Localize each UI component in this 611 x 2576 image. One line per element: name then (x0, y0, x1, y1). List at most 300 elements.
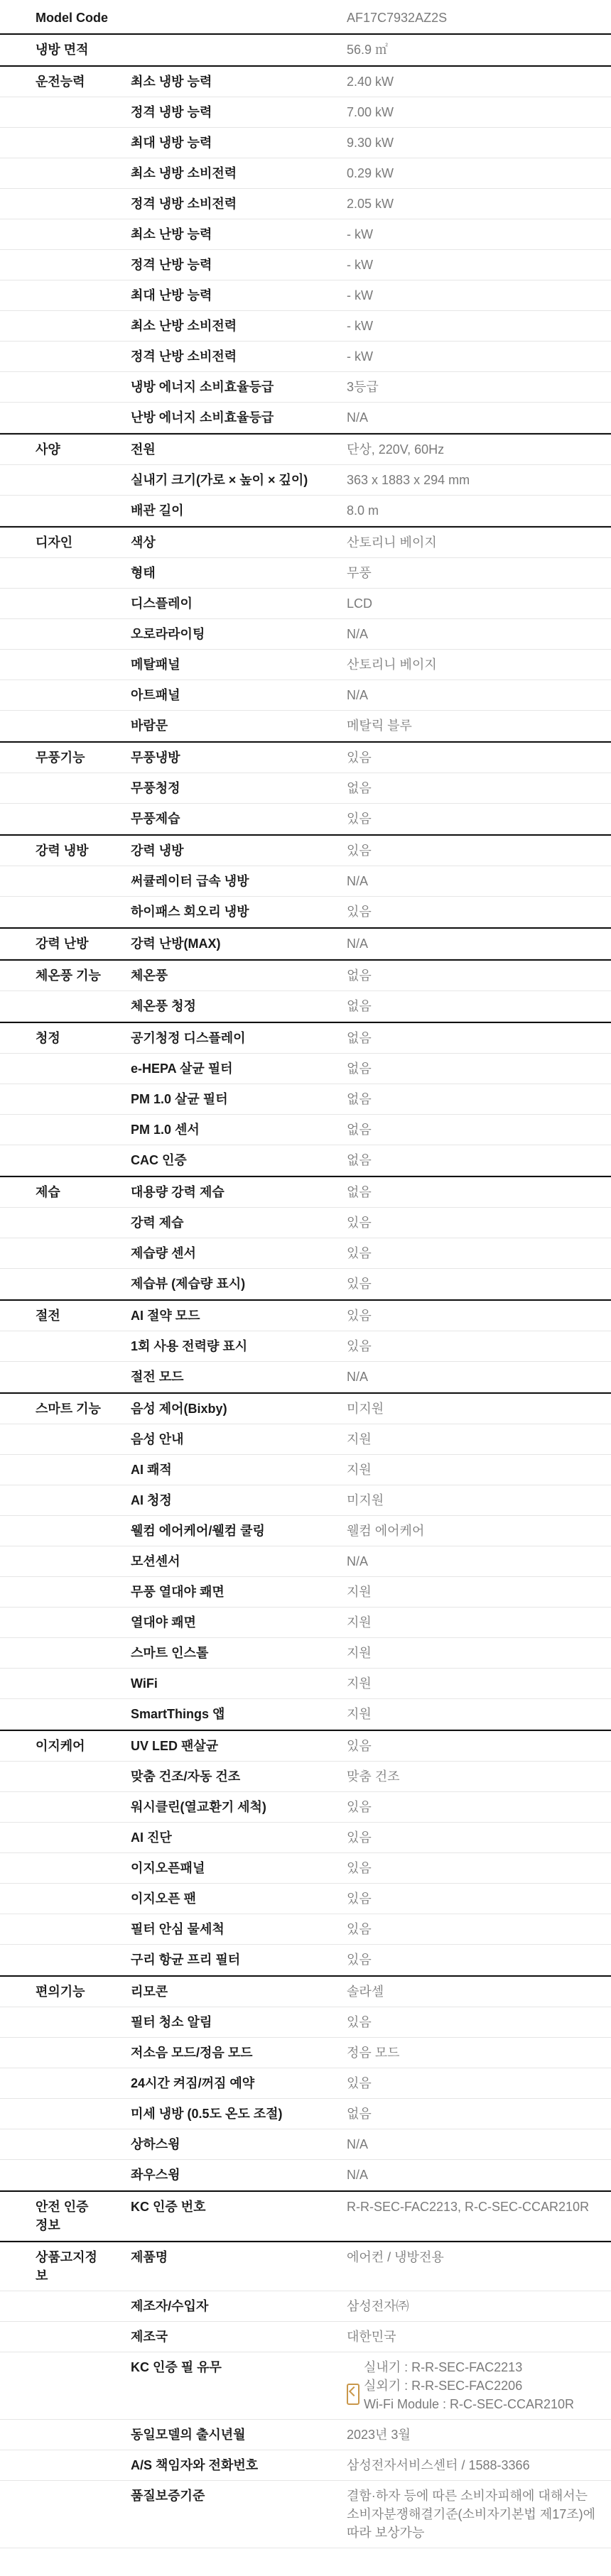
section-category (0, 1424, 104, 1436)
spec-row (0, 2241, 611, 2291)
spec-row (0, 1608, 611, 1638)
spec-value: - kW (347, 258, 373, 272)
section-category (0, 2420, 104, 2431)
spec-label: 음성 제어(Bixby) (131, 1402, 227, 1416)
section-category (0, 250, 104, 261)
spec-row (0, 1762, 611, 1792)
spec-value: 2.40 kW (347, 75, 394, 89)
section-category: 안전 인증 정보 (36, 2200, 89, 2232)
section-category (0, 1608, 104, 1619)
section-category (0, 97, 104, 109)
spec-row (0, 1238, 611, 1269)
section-category: 체온풍 기능 (36, 968, 101, 983)
spec-value: 대한민국 (347, 2330, 396, 2344)
spec-value: 에어컨 / 냉방전용 (347, 2250, 444, 2264)
spec-label: 24시간 켜짐/꺼짐 예약 (131, 2076, 255, 2090)
spec-sections (0, 65, 611, 2241)
spec-label: 강력 냉방 (131, 844, 184, 858)
spec-value: N/A (347, 2137, 369, 2151)
spec-row (0, 2322, 611, 2352)
spec-row (0, 2068, 611, 2099)
spec-row (0, 773, 611, 804)
spec-label: 제조국 (131, 2330, 168, 2344)
spec-label: 색상 (131, 535, 156, 550)
section-category (0, 680, 104, 692)
spec-row (0, 1975, 611, 2007)
spec-row (0, 372, 611, 403)
spec-label: 구리 항균 프리 필터 (131, 1953, 241, 1967)
section-category (0, 1638, 104, 1649)
spec-label: 1회 사용 전력량 표시 (131, 1339, 248, 1353)
spec-row (0, 2007, 611, 2038)
spec-value: 지원 (347, 1463, 372, 1477)
spec-label: 공기청정 디스플레이 (131, 1031, 246, 1045)
kc-mark-value (335, 2352, 611, 2419)
spec-row (0, 619, 611, 650)
spec-label: 제습뷰 (제습량 표시) (131, 1277, 246, 1291)
spec-value: N/A (347, 937, 369, 951)
section-category (0, 1823, 104, 1834)
spec-row (0, 189, 611, 219)
section-category (0, 2352, 104, 2364)
spec-label: 동일모델의 출시년월 (131, 2428, 246, 2442)
section-category (0, 2068, 104, 2080)
spec-value: 363 x 1883 x 294 mm (347, 473, 470, 487)
spec-value: 2.05 kW (347, 197, 394, 211)
section-category (0, 558, 104, 569)
spec-value: R-R-SEC-FAC2213, R-C-SEC-CCAR210R (347, 2200, 590, 2214)
spec-label: 이지오픈 팬 (131, 1892, 196, 1906)
spec-row (0, 280, 611, 311)
section-category (0, 650, 104, 661)
section-category (0, 311, 104, 322)
section-category (0, 619, 104, 631)
section-category (0, 1669, 104, 1680)
spec-value: 있음 (347, 812, 372, 826)
spec-label: 강력 난방(MAX) (131, 937, 221, 951)
spec-value: 0.29 kW (347, 166, 394, 180)
spec-row (0, 1945, 611, 1975)
spec-row (0, 2420, 611, 2450)
spec-label: 좌우스윙 (131, 2168, 180, 2182)
spec-row (0, 1424, 611, 1455)
spec-label: 무풍 열대야 쾌면 (131, 1585, 225, 1599)
section-category (0, 1914, 104, 1926)
spec-label: 최소 난방 소비전력 (131, 319, 237, 333)
spec-label: 리모콘 (131, 1985, 168, 1999)
spec-label: 오로라라이팅 (131, 627, 205, 641)
spec-label: 정격 난방 능력 (131, 258, 212, 272)
spec-label: 제조자/수입자 (131, 2299, 209, 2313)
spec-row (0, 1392, 611, 1424)
spec-row (0, 897, 611, 927)
spec-row (0, 1299, 611, 1331)
spec-row (0, 1054, 611, 1084)
spec-label: 품질보증기준 (131, 2489, 205, 2503)
spec-row (0, 1638, 611, 1669)
spec-label: A/S 책임자와 전화번호 (131, 2458, 259, 2472)
spec-row (0, 1455, 611, 1485)
kc-mark-label: KC 인증 필 유무 (131, 2360, 222, 2374)
spec-value: 정음 모드 (347, 2046, 400, 2060)
spec-value: 단상, 220V, 60Hz (347, 442, 445, 457)
kc-mark-row (0, 2352, 611, 2420)
spec-value: 있음 (347, 2015, 372, 2029)
spec-value: 있음 (347, 1277, 372, 1291)
spec-label: SmartThings 앱 (131, 1707, 225, 1721)
spec-value: - kW (347, 349, 373, 364)
spec-value: 있음 (347, 751, 372, 765)
spec-value: 없음 (347, 1185, 372, 1199)
spec-row (0, 1022, 611, 1054)
spec-value: 없음 (347, 1123, 372, 1137)
section-category (0, 158, 104, 170)
section-category (0, 342, 104, 353)
spec-label: WiFi (131, 1676, 158, 1691)
spec-row (0, 650, 611, 680)
spec-row (0, 2160, 611, 2190)
section-category (0, 773, 104, 785)
spec-value: 있음 (347, 844, 372, 858)
spec-label: 무풍청정 (131, 781, 180, 795)
spec-value: 있음 (347, 1922, 372, 1936)
area-value: 56.9 ㎡ (347, 43, 389, 57)
spec-row (0, 1730, 611, 1762)
section-category (0, 1485, 104, 1497)
spec-value: 있음 (347, 1246, 372, 1260)
spec-label: 강력 제습 (131, 1216, 184, 1230)
spec-label: 무풍제습 (131, 812, 180, 826)
spec-row (0, 1853, 611, 1884)
spec-label: AI 청정 (131, 1493, 172, 1507)
spec-row (0, 1269, 611, 1299)
spec-row (0, 219, 611, 250)
spec-value: 지원 (347, 1676, 372, 1691)
spec-label: 체온풍 청정 (131, 999, 196, 1013)
section-category (0, 280, 104, 292)
spec-value: 산토리니 베이지 (347, 657, 437, 672)
spec-value: 있음 (347, 1216, 372, 1230)
spec-value: 지원 (347, 1646, 372, 1660)
spec-row (0, 250, 611, 280)
spec-label: 아트패널 (131, 688, 180, 702)
spec-row (0, 128, 611, 158)
spec-value: N/A (347, 627, 369, 641)
spec-label: CAC 인증 (131, 1153, 187, 1167)
spec-value: 삼성전자㈜ (347, 2299, 409, 2313)
model-code-row (0, 3, 611, 33)
section-category: 무풍기능 (36, 751, 85, 765)
spec-row (0, 1884, 611, 1914)
section-category (0, 991, 104, 1003)
spec-label: AI 쾌적 (131, 1463, 172, 1477)
spec-row (0, 403, 611, 433)
spec-value: 미지원 (347, 1493, 384, 1507)
spec-row (0, 991, 611, 1022)
section-category: 디자인 (36, 535, 73, 550)
spec-value: 지원 (347, 1615, 372, 1630)
section-category (0, 866, 104, 878)
spec-row (0, 2481, 611, 2548)
section-category (0, 2291, 104, 2303)
section-category (0, 1054, 104, 1065)
spec-label: 난방 에너지 소비효율등급 (131, 410, 274, 425)
section-category (0, 1362, 104, 1373)
spec-label: KC 인증 번호 (131, 2200, 206, 2214)
spec-label: 하이패스 회오리 냉방 (131, 905, 249, 919)
spec-row (0, 1516, 611, 1546)
spec-label: 메탈패널 (131, 657, 180, 672)
section-category (0, 189, 104, 200)
section-category (0, 2450, 104, 2462)
section-category: 스마트 기능 (36, 1402, 101, 1416)
spec-value: 없음 (347, 781, 372, 795)
spec-row (0, 1362, 611, 1392)
spec-value: 메탈릭 블루 (347, 719, 412, 733)
spec-value: 있음 (347, 1339, 372, 1353)
section-category (0, 804, 104, 815)
section-category (0, 1945, 104, 1956)
spec-row (0, 1823, 611, 1853)
spec-label: 대용량 강력 제습 (131, 1185, 225, 1199)
spec-value: 있음 (347, 1953, 372, 1967)
spec-value: 있음 (347, 905, 372, 919)
spec-row (0, 711, 611, 741)
section-category: 상품고지정보 (36, 2250, 97, 2283)
spec-value: 3등급 (347, 380, 379, 394)
spec-label: 이지오픈패널 (131, 1861, 205, 1875)
spec-row (0, 680, 611, 711)
spec-value: 있음 (347, 1309, 372, 1323)
spec-row (0, 311, 611, 342)
spec-value: 지원 (347, 1585, 372, 1599)
spec-value: 없음 (347, 2107, 372, 2121)
spec-label: 제품명 (131, 2250, 168, 2264)
spec-label: e-HEPA 살균 필터 (131, 1061, 233, 1076)
spec-label: 디스플레이 (131, 596, 193, 611)
spec-value: 있음 (347, 1830, 372, 1845)
section-category (0, 219, 104, 231)
spec-row (0, 158, 611, 189)
spec-value: 맞춤 건조 (347, 1769, 400, 1784)
spec-value: 없음 (347, 1061, 372, 1076)
spec-row (0, 342, 611, 372)
spec-row (0, 1669, 611, 1699)
spec-label: 제습량 센서 (131, 1246, 196, 1260)
section-category (0, 1762, 104, 1773)
section-category (0, 1145, 104, 1157)
spec-value: 있음 (347, 1739, 372, 1753)
spec-label: AI 진단 (131, 1830, 172, 1845)
spec-label: PM 1.0 살균 필터 (131, 1092, 228, 1106)
section-category (0, 2129, 104, 2141)
spec-row (0, 1115, 611, 1145)
spec-value: 8.0 m (347, 503, 379, 518)
spec-value: N/A (347, 410, 369, 425)
spec-value: 없음 (347, 1031, 372, 1045)
spec-value: 7.00 kW (347, 105, 394, 119)
section-category (0, 1546, 104, 1558)
spec-value: 없음 (347, 1092, 372, 1106)
spec-row (0, 866, 611, 897)
spec-value: 있음 (347, 1861, 372, 1875)
section-category (0, 2322, 104, 2333)
spec-row (0, 1699, 611, 1730)
spec-label: 저소음 모드/정음 모드 (131, 2046, 253, 2060)
spec-row (0, 465, 611, 496)
spec-value: 삼성전자서비스센터 / 1588-3366 (347, 2458, 530, 2472)
spec-row (0, 526, 611, 558)
spec-value: N/A (347, 688, 369, 702)
section-category: 제습 (36, 1185, 60, 1199)
spec-label: 필터 안심 물세척 (131, 1922, 225, 1936)
spec-row (0, 834, 611, 866)
spec-value: 미지원 (347, 1402, 384, 1416)
spec-row (0, 2099, 611, 2129)
section-category: 절전 (36, 1309, 60, 1323)
spec-row (0, 1792, 611, 1823)
spec-row (0, 65, 611, 97)
section-category (0, 1115, 104, 1126)
spec-row (0, 1577, 611, 1608)
spec-value: 없음 (347, 968, 372, 983)
spec-label: 스마트 인스톨 (131, 1646, 209, 1660)
kc-mark-icon (347, 2384, 359, 2405)
spec-value: 9.30 kW (347, 136, 394, 150)
spec-row (0, 589, 611, 619)
spec-row (0, 1176, 611, 1208)
kc-cert-line: Wi-Fi Module : R-C-SEC-CCAR210R (364, 2397, 575, 2411)
model-code-label: Model Code (36, 11, 108, 25)
section-category (0, 2038, 104, 2049)
spec-label: 상하스윙 (131, 2137, 180, 2151)
spec-row (0, 1331, 611, 1362)
section-category (0, 2007, 104, 2019)
section-category: 사양 (36, 442, 60, 457)
spec-row (0, 2038, 611, 2068)
section-category: 운전능력 (36, 75, 85, 89)
section-category (0, 897, 104, 908)
spec-row (0, 1546, 611, 1577)
spec-row (0, 1208, 611, 1238)
spec-row (0, 558, 611, 589)
spec-label: 절전 모드 (131, 1370, 184, 1384)
spec-label: 모션센서 (131, 1554, 180, 1568)
spec-value: N/A (347, 874, 369, 888)
section-category (0, 465, 104, 476)
spec-value: 있음 (347, 1800, 372, 1814)
spec-row (0, 1084, 611, 1115)
spec-row (0, 1914, 611, 1945)
spec-value: 지원 (347, 1432, 372, 1446)
spec-value: 없음 (347, 1153, 372, 1167)
spec-label: 최대 냉방 능력 (131, 136, 212, 150)
section-category: 편의기능 (36, 1985, 85, 1999)
kc-cert-lines (364, 2358, 574, 2413)
spec-row (0, 2291, 611, 2322)
spec-row (0, 959, 611, 991)
section-category (0, 1084, 104, 1096)
spec-label: 써큘레이터 급속 냉방 (131, 874, 249, 888)
section-category (0, 403, 104, 414)
spec-value: - kW (347, 319, 373, 333)
spec-value: N/A (347, 2168, 369, 2182)
spec-label: 맞춤 건조/자동 건조 (131, 1769, 241, 1784)
spec-label: UV LED 팬살균 (131, 1739, 219, 1753)
spec-row (0, 2190, 611, 2241)
spec-row (0, 1485, 611, 1516)
spec-value: 산토리니 베이지 (347, 535, 437, 550)
spec-label: 정격 냉방 소비전력 (131, 197, 237, 211)
spec-label: 최소 냉방 소비전력 (131, 166, 237, 180)
section-category (0, 372, 104, 383)
section-category (0, 2160, 104, 2171)
section-category: 이지케어 (36, 1739, 85, 1753)
section-category (0, 1238, 104, 1250)
spec-row (0, 433, 611, 465)
area-row (0, 33, 611, 65)
spec-value: - kW (347, 227, 373, 241)
spec-row (0, 97, 611, 128)
spec-label: 바람문 (131, 719, 168, 733)
area-label: 냉방 면적 (36, 43, 89, 57)
spec-value: LCD (347, 596, 373, 611)
kc-cert-line: 실외기 : R-R-SEC-FAC2206 (364, 2379, 523, 2393)
spec-value: 없음 (347, 999, 372, 1013)
section-category (0, 1884, 104, 1895)
section-category (0, 1792, 104, 1803)
section-category (0, 496, 104, 507)
section-category (0, 589, 104, 600)
spec-value: 결함·하자 등에 따른 소비자피해에 대해서는 소비자분쟁해결기준(소비자기본법 제17조)에 따라 보상가능 (347, 2489, 595, 2540)
spec-label: AI 절약 모드 (131, 1309, 200, 1323)
spec-label: 필터 청소 알림 (131, 2015, 212, 2029)
section-category (0, 128, 104, 139)
spec-label: 열대야 쾌면 (131, 1615, 196, 1630)
spec-value: N/A (347, 1370, 369, 1384)
spec-label: 워시클린(열교환기 세척) (131, 1800, 266, 1814)
spec-label: 무풍냉방 (131, 751, 180, 765)
section-category (0, 2481, 104, 2492)
spec-value: 2023년 3월 (347, 2428, 411, 2442)
model-code-value: AF17C7932AZ2S (347, 11, 448, 25)
kc-cert-line: 실내기 : R-R-SEC-FAC2213 (364, 2360, 523, 2374)
spec-label: 미세 냉방 (0.5도 온도 조절) (131, 2107, 283, 2121)
spec-value: N/A (347, 1554, 369, 1568)
spec-label: 배관 길이 (131, 503, 184, 518)
spec-label: 냉방 에너지 소비효율등급 (131, 380, 274, 394)
section-category: 강력 냉방 (36, 844, 89, 858)
spec-row (0, 804, 611, 834)
spec-label: 정격 난방 소비전력 (131, 349, 237, 364)
spec-label: 최소 난방 능력 (131, 227, 212, 241)
spec-label: PM 1.0 센서 (131, 1123, 200, 1137)
spec-row (0, 741, 611, 773)
section-category: 강력 난방 (36, 937, 89, 951)
spec-label: 음성 안내 (131, 1432, 184, 1446)
spec-value: 웰컴 에어케어 (347, 1524, 425, 1538)
section-category (0, 1331, 104, 1343)
spec-row (0, 496, 611, 526)
spec-value: 무풍 (347, 566, 372, 580)
spec-label: 전원 (131, 442, 156, 457)
spec-value: 지원 (347, 1707, 372, 1721)
spec-label: 체온풍 (131, 968, 168, 983)
section-category (0, 711, 104, 722)
section-category (0, 1208, 104, 1219)
spec-row (0, 2450, 611, 2481)
spec-label: 형태 (131, 566, 156, 580)
